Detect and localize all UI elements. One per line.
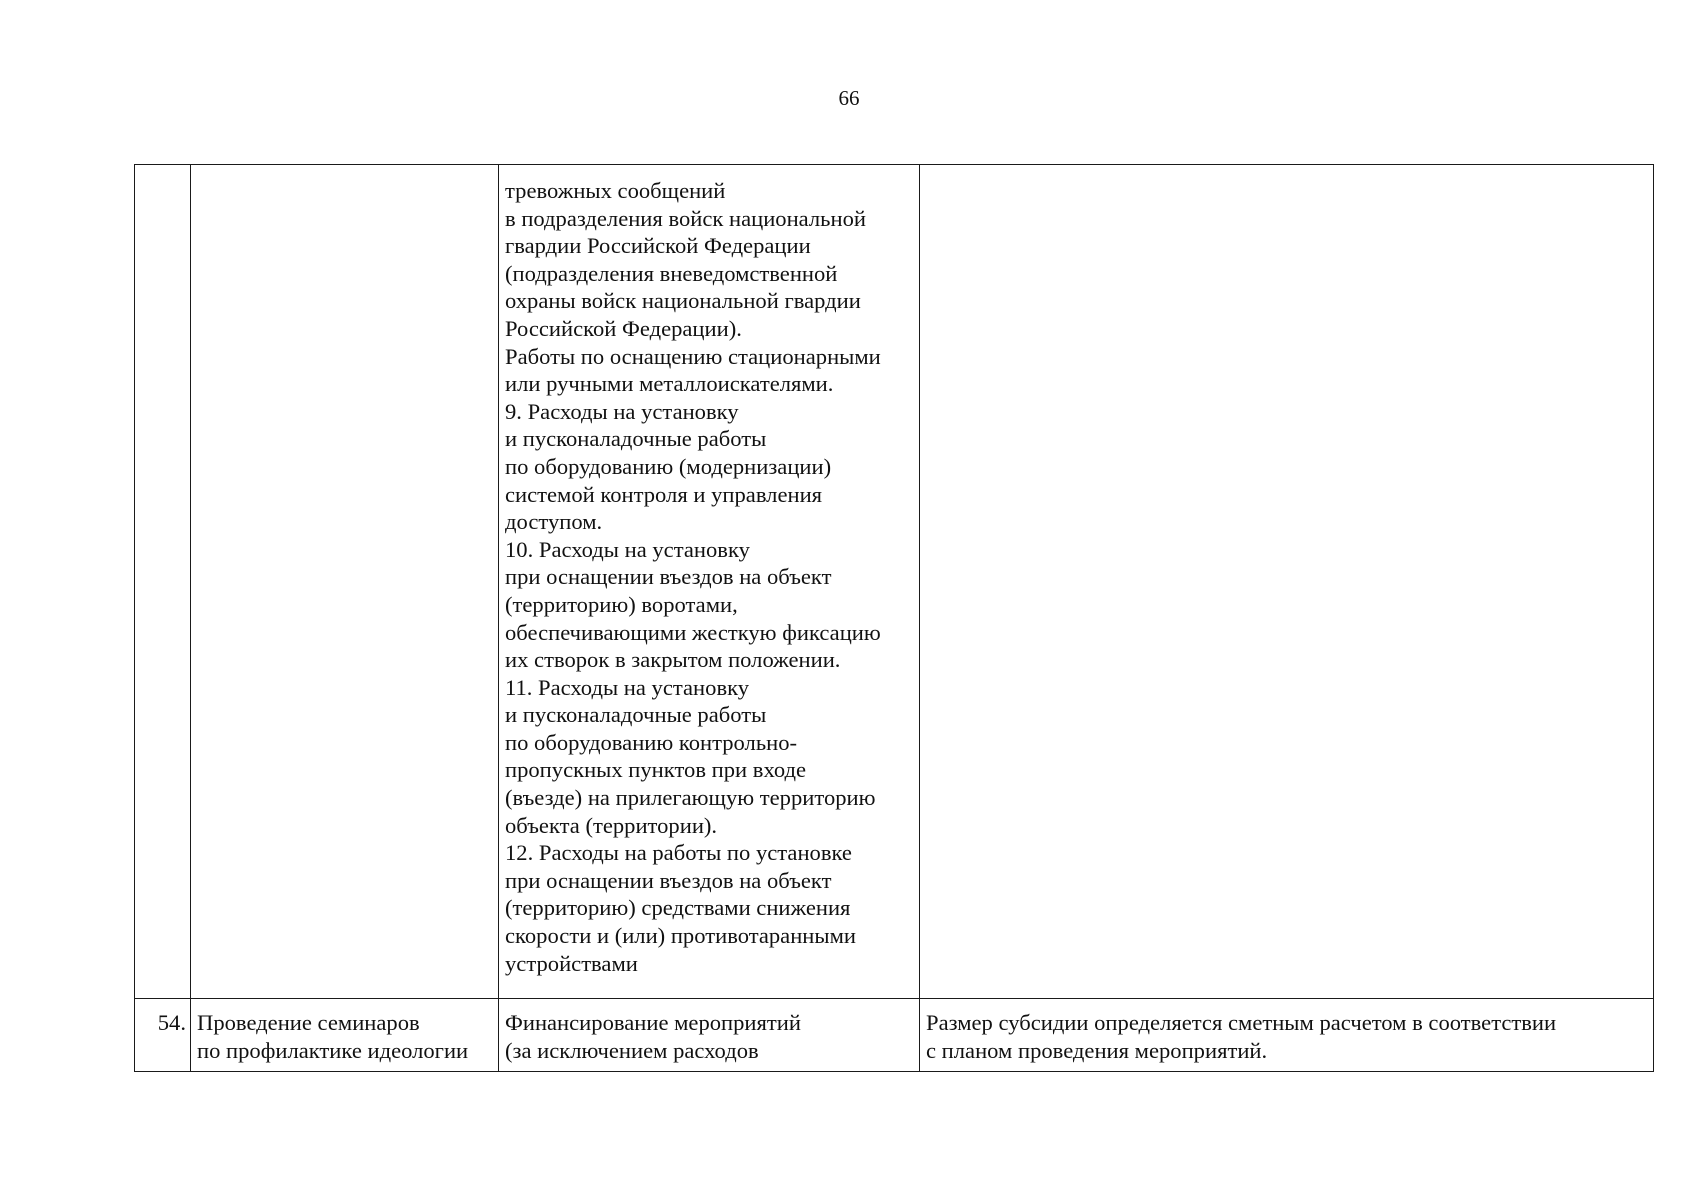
description-line: и пусконаладочные работы [505, 426, 767, 452]
description-line: и пусконаладочные работы [505, 702, 767, 728]
description-line: обеспечивающими жесткую фиксацию [505, 619, 881, 645]
description-line: 10. Расходы на установку [505, 536, 750, 562]
description-line: (въезде) на прилегающую территорию [505, 785, 876, 811]
event-name-cell [191, 999, 499, 1072]
description-line: гвардии Российской Федерации [505, 233, 811, 259]
table-row-54 [135, 999, 1654, 1072]
description-cell [499, 165, 920, 999]
description-line: Финансирование мероприятий [505, 1010, 801, 1035]
description-line: 12. Расходы на работы по установке [505, 840, 852, 866]
description-line: (за исключением расходов [505, 1037, 759, 1063]
description-line: или ручными металлоискателями. [505, 371, 834, 397]
page-number: 66 [838, 86, 860, 110]
row-number: 54. [157, 1010, 186, 1035]
number-cell-empty [135, 165, 191, 999]
description-line: Работы по оснащению стационарными [505, 343, 881, 369]
description-line: тревожных сообщений [505, 178, 726, 203]
name-cell-empty [191, 165, 499, 999]
description-line: 11. Расходы на установку [505, 674, 750, 700]
row-number-cell [135, 999, 191, 1072]
document-table [134, 164, 1654, 1072]
description-line: устройствами [505, 950, 638, 976]
description-line: в подразделения войск национальной [505, 205, 866, 231]
description-line: (подразделения вневедомственной [505, 260, 838, 286]
description-line: 9. Расходы на установку [505, 398, 739, 424]
description-line: их створок в закрытом положении. [505, 647, 841, 673]
description-line: по оборудованию (модернизации) [505, 453, 832, 479]
description-line: объекта (территории). [505, 812, 718, 838]
rule-cell-empty [920, 165, 1654, 999]
subsidy-rule-cell [920, 999, 1654, 1072]
description-line: охраны войск национальной гвардии [505, 288, 861, 314]
event-name-line: по профилактике идеологии [197, 1037, 469, 1063]
table-row-continued [135, 165, 1654, 999]
description-cell [499, 999, 920, 1072]
description-line: пропускных пунктов при входе [505, 757, 807, 783]
description-line: Российской Федерации). [505, 315, 742, 341]
subsidy-rule-line: с планом проведения мероприятий. [926, 1037, 1268, 1063]
description-line: (территорию) средствами снижения [505, 895, 851, 921]
description-line: при оснащении въездов на объект [505, 564, 832, 590]
description-line: (территорию) воротами, [505, 591, 738, 617]
subsidy-rule-line: Размер субсидии определяется сметным расчетом в соответствии [926, 1010, 1557, 1035]
description-line: по оборудованию контрольно- [505, 729, 798, 755]
description-line: доступом. [505, 509, 603, 535]
description-line: системой контроля и управления [505, 481, 823, 507]
description-line: скорости и (или) противотаранными [505, 923, 856, 949]
event-name-line: Проведение семинаров [197, 1010, 420, 1035]
description-line: при оснащении въездов на объект [505, 867, 832, 893]
